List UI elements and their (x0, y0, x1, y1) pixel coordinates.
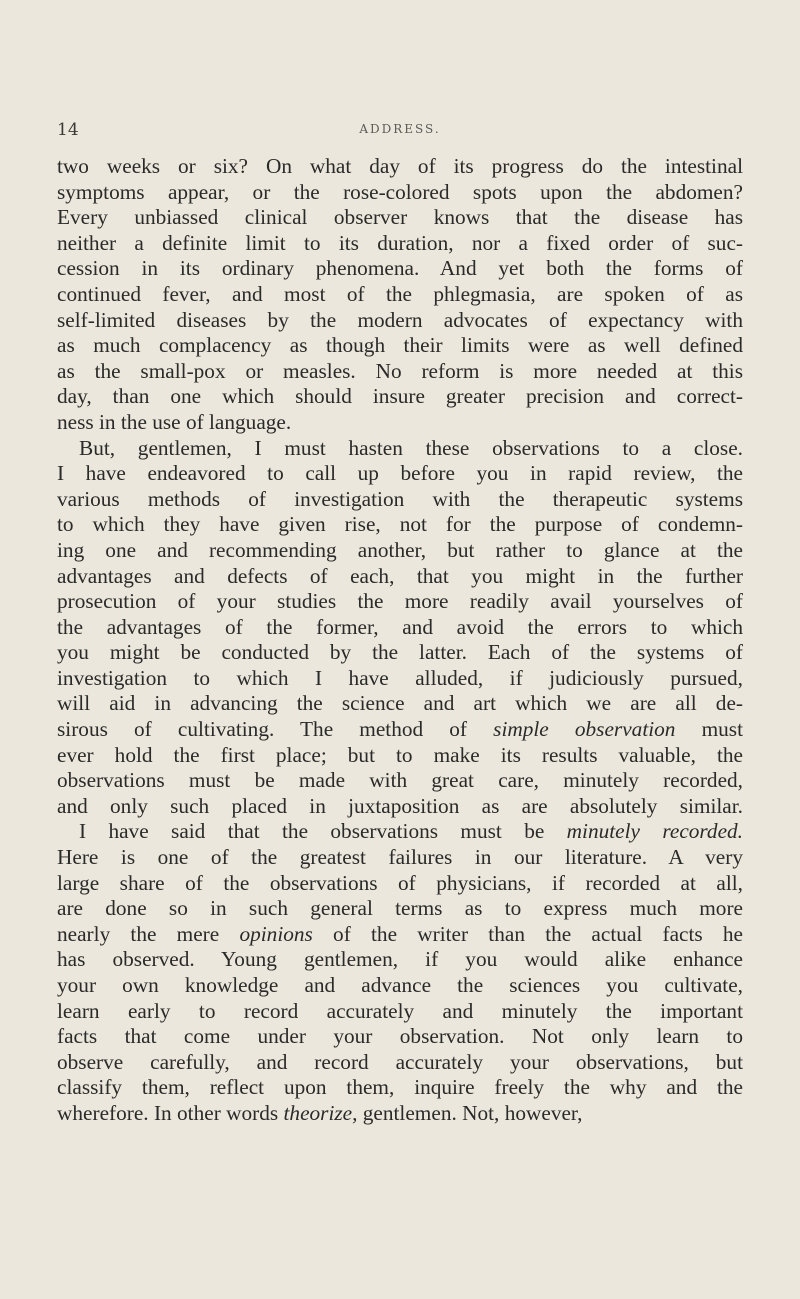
text-line (57, 461, 743, 487)
line-text: symptoms appear, or the rose-colored spots upon the abdomen? (57, 179, 743, 204)
italic-phrase: opinions (239, 921, 313, 946)
text-line (57, 973, 743, 999)
line-text: cession in its ordinary phenomena. And yet both the forms of (57, 256, 743, 281)
line-text: ever hold the first place; but to make its results valuable, the (57, 742, 743, 767)
text-line (57, 947, 743, 973)
text-line (57, 180, 743, 206)
line-text: facts that come under your observation. Not only learn to (57, 1024, 743, 1049)
italic-phrase: minutely recorded. (566, 819, 743, 844)
line-text: are done so in such general terms as to express much more (57, 896, 743, 921)
line-text: observations must be made with great care, minutely recorded, (57, 768, 743, 793)
line-text: prosecution of your studies the more readily avail yourselves of (57, 589, 743, 614)
text-line (57, 154, 743, 180)
text-line (57, 564, 743, 590)
line-text: learn early to record accurately and minutely the important (57, 998, 743, 1023)
page-header (57, 120, 743, 144)
line-text: Every unbiassed clinical observer knows that the disease has (57, 205, 743, 230)
text-line (57, 794, 743, 820)
text-line (57, 589, 743, 615)
line-text: various methods of investigation with the therapeutic systems (57, 486, 743, 511)
line-text: Here is one of the greatest failures in our literature. A very (57, 845, 743, 870)
text-line (57, 256, 743, 282)
body-text (57, 154, 743, 1127)
line-text: will aid in advancing the science and art which we are all de- (57, 691, 743, 716)
line-text: observe carefully, and record accurately your observations, but (57, 1049, 743, 1074)
text-line (57, 999, 743, 1025)
text-line (57, 871, 743, 897)
text-line (57, 333, 743, 359)
line-text: continued fever, and most of the phlegmasia, are spoken of as (57, 281, 743, 306)
line-text: wherefore. In other words (57, 1100, 284, 1125)
line-text: classify them, reflect upon them, inquire freely the why and the (57, 1075, 743, 1100)
line-text: the advantages of the former, and avoid the errors to which (57, 614, 743, 639)
text-line (57, 436, 743, 462)
text-line (57, 231, 743, 257)
text-line (57, 845, 743, 871)
italic-phrase: theorize, (283, 1100, 358, 1125)
line-text: has observed. Young gentlemen, if you would alike enhance (57, 947, 743, 972)
line-text: your own knowledge and advance the sciences you cultivate, (57, 973, 743, 997)
text-line (57, 922, 743, 948)
text-line (57, 768, 743, 794)
text-line (57, 308, 743, 334)
line-text: sirous of cultivating. The method of (57, 717, 494, 742)
text-line (57, 691, 743, 717)
text-line (57, 538, 743, 564)
text-line (57, 666, 743, 692)
text-line (57, 410, 743, 436)
line-text: large share of the observations of physicians, if recorded at all, (57, 870, 743, 895)
line-text: investigation to which I have alluded, if judiciously pursued, (57, 665, 743, 690)
line-text: ing one and recommending another, but rather to glance at the (57, 537, 743, 562)
line-text: nearly the mere (57, 921, 240, 946)
line-text: and only such placed in juxtaposition as are absolutely similar. (57, 793, 743, 818)
text-line (57, 205, 743, 231)
line-text: you might be conducted by the latter. Each of the systems of (57, 640, 743, 665)
text-line (57, 717, 743, 743)
italic-phrase: simple observation (493, 717, 676, 742)
line-text: as much complacency as though their limits were as well defined (57, 333, 743, 358)
text-line (57, 512, 743, 538)
line-text: ness in the use of language. (57, 409, 292, 434)
text-line (57, 640, 743, 666)
text-line (57, 896, 743, 922)
line-text: I have said that the observations must be (79, 819, 567, 844)
line-text: two weeks or six? On what day of its progress do the intestinal (57, 154, 743, 178)
line-text-after: must (675, 717, 744, 742)
text-line (57, 359, 743, 385)
text-line (57, 615, 743, 641)
line-text: day, than one which should insure greater precision and correct- (57, 384, 743, 409)
line-text: advantages and defects of each, that you might in the further (57, 563, 743, 588)
text-line (57, 384, 743, 410)
line-text: neither a definite limit to its duration, nor a fixed order of suc- (57, 230, 743, 255)
line-text: self-limited diseases by the modern advocates of expectancy with (57, 307, 743, 332)
line-text: as the small-pox or measles. No reform is more needed at this (57, 358, 743, 383)
text-line (57, 1101, 743, 1127)
text-line (57, 1050, 743, 1076)
text-line (57, 819, 743, 845)
line-text-after: of the writer than the actual facts he (312, 921, 744, 946)
text-line (57, 1024, 743, 1050)
line-text: I have endeavored to call up before you in rapid review, the (57, 461, 743, 486)
line-text-after: gentlemen. Not, however, (357, 1100, 583, 1125)
running-head: ADDRESS. (359, 122, 441, 136)
page-number: 14 (57, 120, 79, 140)
text-line (57, 1075, 743, 1101)
text-line (57, 487, 743, 513)
text-line (57, 282, 743, 308)
line-text: to which they have given rise, not for the purpose of condemn- (57, 512, 743, 537)
line-text: But, gentlemen, I must hasten these observations to a close. (79, 435, 743, 460)
text-line (57, 743, 743, 769)
